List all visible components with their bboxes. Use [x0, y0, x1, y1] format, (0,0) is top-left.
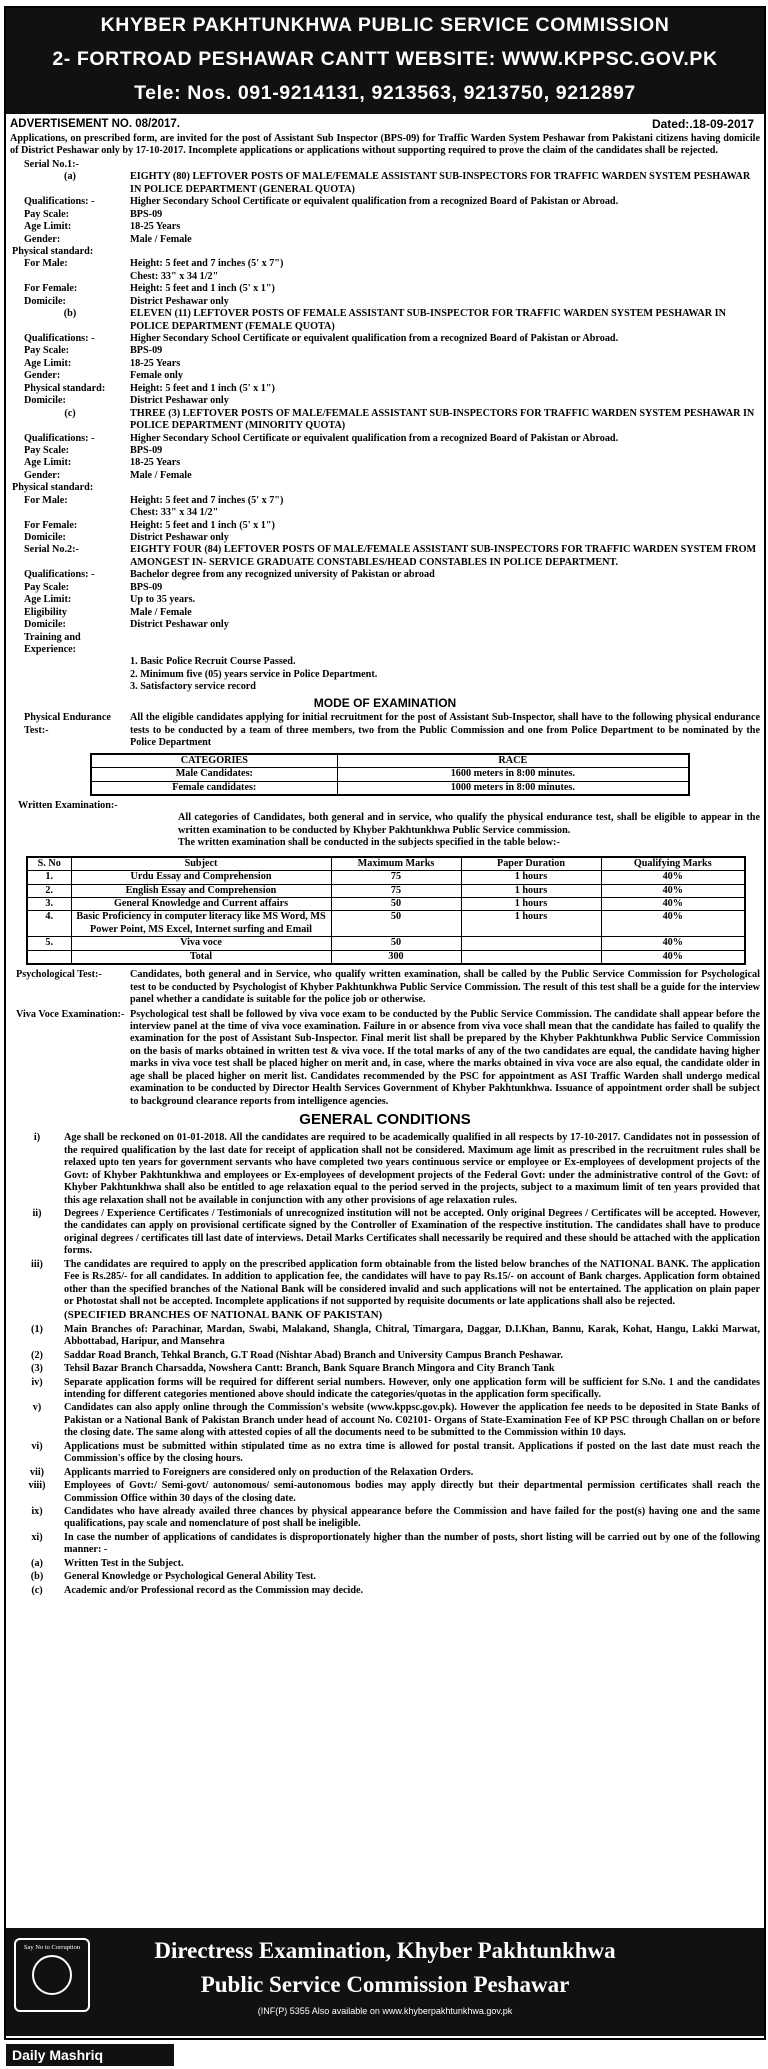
row: [10, 333, 760, 345]
advertisement-number: ADVERTISEMENT NO. 08/2017.: [10, 118, 180, 130]
serial1c-num: (c): [64, 407, 76, 419]
table-cell: 5.: [27, 937, 71, 950]
header-banner: [6, 8, 764, 114]
value: Bachelor degree from any recognized university of Pakistan or abroad: [130, 569, 435, 581]
row: [10, 607, 760, 619]
label: Age Limit:: [24, 594, 72, 606]
condition-item: [10, 1208, 760, 1258]
mode-title: MODE OF EXAMINATION: [313, 695, 457, 710]
row: [10, 370, 760, 382]
experience-item: [10, 681, 760, 693]
psych-test-text: Candidates, both general and in Service, who qualify written examination, shall be called by the Public Service Commission for Psychological test to be conducted by Psychologist of Khyber Pakhtunkhwa Public Service Commission. The result of this test shall be a guide for the interview panel whether a candidate is suitable for the police job or otherwise.: [130, 969, 760, 1006]
label: Pay Scale:: [24, 208, 69, 220]
branch-text: Main Branches of: Parachinar, Mardan, Swabi, Malakand, Shangla, Chitral, Timargara, Daggar, D.I.Khan, Bannu, Karak, Kohat, Hangu, Lakki Marwat, Abbottabad, Haripur, and Mansehra: [64, 1323, 760, 1348]
row: [10, 221, 760, 233]
table-cell: 50: [331, 898, 461, 911]
main-content: [10, 117, 760, 1598]
row: [10, 619, 760, 631]
condition-item: [10, 1532, 760, 1557]
table-cell: 1 hours: [461, 884, 601, 897]
value: Female only: [130, 370, 183, 382]
value: Height: 5 feet and 7 inches (5' x 7"): [130, 258, 284, 270]
table-cell: 50: [331, 937, 461, 950]
written-exam-text-2: The written examination shall be conducted in the subjects specified in the table below:-: [178, 837, 560, 849]
header-phones: Tele: Nos. 091-9214131, 9213563, 9213750, 9212897: [134, 82, 636, 104]
table-cell: 1.: [27, 871, 71, 884]
subjects-table: [26, 856, 746, 966]
physical-test-row: [10, 712, 760, 749]
serial1c-title-row: [10, 408, 760, 433]
value: Height: 5 feet and 1 inch (5' x 1"): [130, 519, 275, 531]
footer-banner: [6, 1928, 764, 2036]
row: [10, 470, 760, 482]
row: [10, 582, 760, 594]
condition-num: xi): [31, 1531, 43, 1543]
viva-voce-text: Psychological test shall be followed by viva voce exam to be conducted by the Public Service Commission. The candidate shall appear before the interview panel at the time of viva voce examination. Failure in or absence from viva voce shall mean that the candidate has failed to qualify the examination for the post of Assistant Sub-Inspector. Final merit list shall be prepared by the Khyber Pakhtunkhwa Public Service Commission on the basis of marks obtained in written test & viva voce. If the total marks of any of the two candidates are equal, the candidate having higher marks in viva voce test shall be placed higher on merit and, in case, where the marks obtained in viva voce are also equal, the candidate older in age shall be placed higher on merit list. Candidates recommended by the PSC for appointment as ASI Traffic Warden shall undergo medical examination to be conducted by Director Health Services Government of Khyber Pakhtunkhwa. Issuance of appointment order shall be subject to background clearance reports from intelligence agencies.: [130, 1008, 760, 1107]
label: Gender:: [24, 370, 61, 382]
value: 1. Basic Police Recruit Course Passed.: [130, 656, 296, 668]
label: [10, 507, 130, 519]
table-row: [27, 898, 745, 911]
condition-text: The candidates are required to apply on the prescribed application form obtainable from the listed below branches of the NATIONAL BANK. The application Fee is Rs.285/- for all candidates. In addition to application fee, the candidates will have to pay Rs.15/- on account of Bank charges. Application form obtained other than the specified branches of the National Bank will be considered invalid and such applications will not be entertained. The application on plain paper or Photostat shall not be accepted. Incomplete applications if not supported by requisite documents or late applications shall also be rejected.: [64, 1258, 760, 1307]
condition-text: Candidates who have already availed three chances by physical appearance before the Commission and have failed for the post(s) having one and the same qualifications, pay scale and nomenclature of post shall be ineligible.: [64, 1505, 760, 1530]
table-header: Subject: [71, 857, 331, 871]
table-header: S. No: [27, 857, 71, 871]
value: Male / Female: [130, 469, 192, 481]
row: [10, 594, 760, 606]
table-cell: [461, 950, 601, 964]
experience-item: [10, 669, 760, 681]
table-cell: 1600 meters in 8:00 minutes.: [337, 768, 689, 781]
table-cell: Basic Proficiency in computer literacy like MS Word, MS Power Point, MS Excel, Internet surfing and Email: [71, 911, 331, 937]
row: [10, 532, 760, 544]
value: District Peshawar only: [130, 619, 229, 631]
condition-num: viii): [28, 1480, 46, 1492]
label: Gender:: [24, 469, 61, 481]
condition-num: iv): [31, 1376, 43, 1388]
footer-line-1: Directress Examination, Khyber Pakhtunkhwa: [154, 1938, 616, 1963]
label: Age Limit:: [24, 221, 72, 233]
serial1b-title: ELEVEN (11) LEFTOVER POSTS OF FEMALE ASSISTANT SUB-INSPECTOR FOR TRAFFIC WARDEN SYSTEM PESHAWAR IN POLICE DEPARTMENT (FEMALE QUOTA): [130, 308, 726, 332]
condition-num: [10, 1309, 64, 1322]
value: Chest: 33" x 34 1/2": [130, 270, 219, 282]
experience-item: [10, 656, 760, 668]
value: Male / Female: [130, 606, 192, 618]
table-cell: 40%: [601, 911, 745, 937]
label: Pay Scale:: [24, 581, 69, 593]
row: [10, 296, 760, 308]
row: [10, 345, 760, 357]
written-exam-text: All categories of Candidates, both general and in service, who qualify the physical endurance test, shall be eligible to appear in the written examination to be conducted by Khyber Pakhtunkhwa Public Service commission.: [178, 812, 760, 836]
table-header: Maximum Marks: [331, 857, 461, 871]
table-row: [27, 884, 745, 897]
value: Height: 5 feet and 1 inch (5' x 1"): [130, 283, 275, 295]
row: [10, 209, 760, 221]
anti-corruption-logo: [14, 1938, 90, 2012]
physical-standard-label: Physical standard:: [12, 482, 94, 494]
table-cell: Viva voce: [71, 937, 331, 950]
table-cell: [461, 937, 601, 950]
label: Training and Experience:: [24, 631, 81, 655]
row: [10, 196, 760, 208]
table-row: [91, 781, 689, 795]
general-conditions-title: GENERAL CONDITIONS: [299, 1111, 471, 1129]
label: For Female:: [24, 519, 78, 531]
viva-voce-row: [10, 1009, 760, 1109]
branch-text: Saddar Road Branch, Tehkal Branch, G.T Road (Nishtar Abad) Branch and University Campus Branch Peshawar.: [64, 1349, 563, 1361]
label: Physical standard:: [24, 382, 106, 394]
row: [10, 495, 760, 507]
value: Higher Secondary School Certificate or equivalent qualification from a recognized Board of Pakistan or Abroad.: [130, 432, 619, 444]
table-cell: 40%: [601, 937, 745, 950]
physical-test-text: All the eligible candidates applying for initial recruitment for the post of Assistant Sub-Inspector, shall have to the following physical endurance tests to be conducted by a team of three members, two from the Public Commission and one from Police Department to be nominated by the Police Department: [130, 712, 760, 749]
row: [10, 383, 760, 395]
label: Pay Scale:: [24, 444, 69, 456]
table-total-row: [27, 950, 745, 964]
table-header: RACE: [337, 754, 689, 768]
condition-num: i): [33, 1132, 41, 1144]
table-row: [27, 911, 745, 937]
table-cell: 75: [331, 884, 461, 897]
branch-num: (3): [31, 1363, 43, 1375]
table-cell: 1 hours: [461, 898, 601, 911]
table-cell: 40%: [601, 950, 745, 964]
condition-item: [10, 1467, 760, 1479]
condition-item: [10, 1480, 760, 1505]
header-address: 2- FORTROAD PESHAWAR CANTT WEBSITE: WWW.KPPSC.GOV.PK: [52, 48, 718, 70]
logo-text: Say No to Corruption: [23, 1944, 81, 1951]
row: [10, 520, 760, 532]
label: Qualifications: -: [24, 196, 95, 208]
label: For Male:: [24, 258, 68, 270]
condition-num: (b): [30, 1571, 44, 1583]
serial1c-title: THREE (3) LEFTOVER POSTS OF MALE/FEMALE ASSISTANT SUB-INSPECTORS FOR TRAFFIC WARDEN SYSTEM PESHAWAR IN POLICE DEPARTMENT (MINORITY QUOTA): [130, 407, 755, 432]
table-cell: 1000 meters in 8:00 minutes.: [337, 781, 689, 795]
condition-num: vii): [29, 1466, 45, 1478]
label: Domicile:: [24, 295, 66, 307]
condition-item: [10, 1571, 760, 1583]
physical-test-label: Physical Endurance Test:-: [24, 712, 111, 736]
value: District Peshawar only: [130, 532, 229, 544]
footer-line-2: Public Service Commission Peshawar: [200, 1972, 570, 1997]
footer-reference: (INF(P) 5355 Also available on www.khyberpakhtunkhwa.gov.pk: [257, 2006, 513, 2016]
viva-voce-label: Viva Voce Examination:-: [16, 1008, 125, 1020]
race-table: [90, 753, 690, 796]
condition-text: Written Test in the Subject.: [64, 1557, 184, 1569]
row: [10, 234, 760, 246]
condition-item: [10, 1402, 760, 1439]
serial1b-num: (b): [63, 308, 77, 320]
serial1a-title-row: [10, 171, 760, 196]
branch-num: (1): [31, 1323, 43, 1335]
table-header: Paper Duration: [461, 857, 601, 871]
value: BPS-09: [130, 581, 163, 593]
table-cell: 40%: [601, 898, 745, 911]
table-cell: English Essay and Comprehension: [71, 884, 331, 897]
label: Age Limit:: [24, 357, 72, 369]
label: Age Limit:: [24, 457, 72, 469]
dated: Dated:.18-09-2017: [651, 117, 754, 131]
condition-text: General Knowledge or Psychological General Ability Test.: [64, 1571, 316, 1583]
table-header-row: [91, 754, 689, 768]
condition-item: [10, 1132, 760, 1207]
table-row: [91, 768, 689, 781]
condition-text: Candidates can also apply online through the Commission's website (www.kppsc.gov.pk). However the application fee needs to be deposited in State Banks of Pakistan or a National Bank of Pakistan Branch under head of account No. C02101- Organs of State-Examination Fee of KP PSC through Challan on or before the closing date. The same along with attested copies of all the documents need to be submitted to the Commission within 10 days.: [64, 1402, 760, 1439]
intro-text: Applications, on prescribed form, are invited for the post of Assistant Sub Inspector (BPS-09) for Traffic Warden System Peshawar from Pakistani citizens having domicile of District Peshawar only by 17-10-2017. Incomplete applications or applications without supporting required to prove the claim of the candidates shall be rejected.: [10, 133, 760, 157]
table-cell: 40%: [601, 871, 745, 884]
row: [10, 395, 760, 407]
psych-test-row: [10, 969, 760, 1006]
label: For Male:: [24, 494, 68, 506]
row: [10, 258, 760, 270]
table-header: CATEGORIES: [91, 754, 337, 768]
label: Qualifications: -: [24, 569, 95, 581]
table-cell: 50: [331, 911, 461, 937]
label: Domicile:: [24, 619, 66, 631]
row: [10, 271, 760, 283]
serial2-title-row: [10, 544, 760, 569]
value: BPS-09: [130, 345, 163, 357]
row: [10, 569, 760, 581]
table-row: [27, 937, 745, 950]
table-cell: 40%: [601, 884, 745, 897]
value: [130, 632, 760, 657]
value: 2. Minimum five (05) years service in Police Department.: [130, 668, 378, 680]
table-cell: 75: [331, 871, 461, 884]
value: Higher Secondary School Certificate or equivalent qualification from a recognized Board of Pakistan or Abroad.: [130, 333, 619, 345]
table-cell: Total: [71, 950, 331, 964]
header-title: KHYBER PAKHTUNKHWA PUBLIC SERVICE COMMISSION: [100, 14, 670, 36]
value: Male / Female: [130, 233, 192, 245]
serial1a-title: EIGHTY (80) LEFTOVER POSTS OF MALE/FEMALE ASSISTANT SUB-INSPECTORS FOR TRAFFIC WARDEN SYSTEM PESHAWAR IN POLICE DEPARTMENT (GENERAL QUOTA): [130, 171, 751, 195]
condition-text: Degrees / Experience Certificates / Testimonials of unrecognized institution will not be accepted. Only original Degrees / Certificates will be accepted. However, the candidates can apply on provisional certificate signed by the Controller of Examination of the respective institution. The candidates shall have to produce original degrees / certificates till last date of interviews. Detail Marks Certificates shall necessarily be required and these should be attached with the application forms.: [64, 1207, 760, 1257]
table-cell: Female candidates:: [91, 781, 337, 795]
value: Height: 5 feet and 1 inch (5' x 1"): [130, 382, 275, 394]
branch-item: [10, 1324, 760, 1349]
label: [10, 669, 130, 681]
newspaper-name: Daily Mashriq: [6, 2044, 174, 2066]
condition-num: (a): [31, 1557, 43, 1569]
condition-text: Applicants married to Foreigners are considered only on production of the Relaxation Orders.: [64, 1466, 474, 1478]
psych-test-label: Psychological Test:-: [16, 969, 102, 981]
serial1-label: Serial No.1:-: [24, 158, 79, 170]
condition-num: iii): [31, 1258, 43, 1270]
condition-item: [10, 1377, 760, 1402]
label: [10, 271, 130, 283]
value: BPS-09: [130, 208, 163, 220]
table-header-row: [27, 857, 745, 871]
row: [10, 358, 760, 370]
condition-item: [10, 1585, 760, 1597]
condition-item: [10, 1558, 760, 1570]
value: 18-25 Years: [130, 357, 181, 369]
table-cell: 300: [331, 950, 461, 964]
value: 3. Satisfactory service record: [130, 681, 256, 693]
value: BPS-09: [130, 444, 163, 456]
branch-item: [10, 1363, 760, 1375]
condition-item: [10, 1259, 760, 1309]
value: Up to 35 years.: [130, 594, 196, 606]
table-cell: Urdu Essay and Comprehension: [71, 871, 331, 884]
label: Domicile:: [24, 532, 66, 544]
label: Gender:: [24, 233, 61, 245]
branch-item: [10, 1350, 760, 1362]
label: Qualifications: -: [24, 432, 95, 444]
value: Chest: 33" x 34 1/2": [130, 507, 219, 519]
condition-num: vi): [31, 1440, 43, 1452]
serial2-title: EIGHTY FOUR (84) LEFTOVER POSTS OF MALE/FEMALE ASSISTANT SUB-INSPECTORS FOR TRAFFIC WARDEN SYSTEM FROM AMONGEST IN- SERVICE GRADUATE CONSTABLES/HEAD CONSTABLES IN POLICE DEPARTMENT.: [130, 544, 757, 568]
value: 18-25 Years: [130, 221, 181, 233]
condition-num: v): [32, 1402, 42, 1414]
table-cell: 1 hours: [461, 871, 601, 884]
table-cell: 2.: [27, 884, 71, 897]
label: [10, 681, 130, 693]
branches-title-row: [10, 1309, 760, 1322]
condition-text: Age shall be reckoned on 01-01-2018. All the candidates are required to be academically qualified in all respects by 17-10-2017. Candidates not in possession of the required qualification by the last date for receipt of application shall not be considered. Maximum age limit as prescribed in the recruitment rules shall be relaxed upto ten years for government servants who have completed two years continuous service or employee or Ex-employees of development projects of the Govt: of Khyber Pakhtunkhwa and employees or Ex-employees of development projects of the Federal Govt: under the administrative control of the Govt: of Khyber Pakhtunkhwa shall also be entitled to age relaxation equal to the period served in the projects, subject to a maximum limit of ten years provided that this age relaxation shall not be available in conjunction with any other provisions of age relaxation rules.: [64, 1132, 760, 1206]
condition-text: In case the number of applications of candidates is disproportionately higher than the number of posts, short listing will be carried out by one of the following manner: -: [64, 1531, 760, 1556]
condition-text: Employees of Govt:/ Semi-govt/ autonomous/ semi-autonomous bodies may apply directly but their departmental permission certificates shall reach the Commission Office within 30 days of the closing date.: [64, 1480, 760, 1504]
label: For Female:: [24, 283, 78, 295]
row: [10, 507, 760, 519]
serial1b-title-row: [10, 308, 760, 333]
label: [10, 656, 130, 668]
table-cell: General Knowledge and Current affairs: [71, 898, 331, 911]
row: [10, 457, 760, 469]
serial2-label: Serial No.2:-: [24, 544, 79, 556]
label: Eligibility: [24, 606, 68, 618]
branches-title: (SPECIFIED BRANCHES OF NATIONAL BANK OF PAKISTAN): [64, 1309, 383, 1322]
row: [10, 632, 760, 657]
value: Higher Secondary School Certificate or equivalent qualification from a recognized Board of Pakistan or Abroad.: [130, 196, 619, 208]
table-cell: [27, 950, 71, 964]
branch-num: (2): [31, 1349, 43, 1361]
serial1a-num: (a): [64, 171, 76, 183]
table-cell: Male Candidates:: [91, 768, 337, 781]
condition-text: Applications must be submitted within stipulated time as no extra time is allowed for postal transit. Applications if posted on the last date must reach the Commission's office by the closing hours.: [64, 1440, 760, 1465]
label: Domicile:: [24, 395, 66, 407]
table-cell: 4.: [27, 911, 71, 937]
label: Pay Scale:: [24, 345, 69, 357]
seal-icon: [32, 1955, 72, 1995]
branch-text: Tehsil Bazar Branch Charsadda, Nowshera Cantt: Branch, Bank Square Branch Mingora and City Branch Tank: [64, 1363, 555, 1375]
condition-num: (c): [31, 1584, 43, 1596]
value: Height: 5 feet and 7 inches (5' x 7"): [130, 494, 284, 506]
value: District Peshawar only: [130, 295, 229, 307]
row: [10, 433, 760, 445]
physical-standard-label: Physical standard:: [12, 245, 94, 257]
condition-text: Academic and/or Professional record as the Commission may decide.: [64, 1584, 364, 1596]
value: 18-25 Years: [130, 457, 181, 469]
condition-item: [10, 1441, 760, 1466]
row: [10, 283, 760, 295]
condition-item: [10, 1506, 760, 1531]
condition-num: ii): [32, 1207, 42, 1219]
condition-num: ix): [31, 1505, 43, 1517]
row: [10, 445, 760, 457]
table-row: [27, 871, 745, 884]
written-exam-label: Written Examination:-: [18, 799, 118, 811]
table-cell: 1 hours: [461, 911, 601, 937]
label: Qualifications: -: [24, 333, 95, 345]
table-cell: 3.: [27, 898, 71, 911]
table-header: Qualifying Marks: [601, 857, 745, 871]
condition-text: Separate application forms will be required for different serial numbers. However, only one application form will be sufficient for S.No. 1 and the candidates intending for different categories mentioned above should indicate the categories/quotas in the application form specifically.: [64, 1376, 760, 1401]
value: District Peshawar only: [130, 395, 229, 407]
